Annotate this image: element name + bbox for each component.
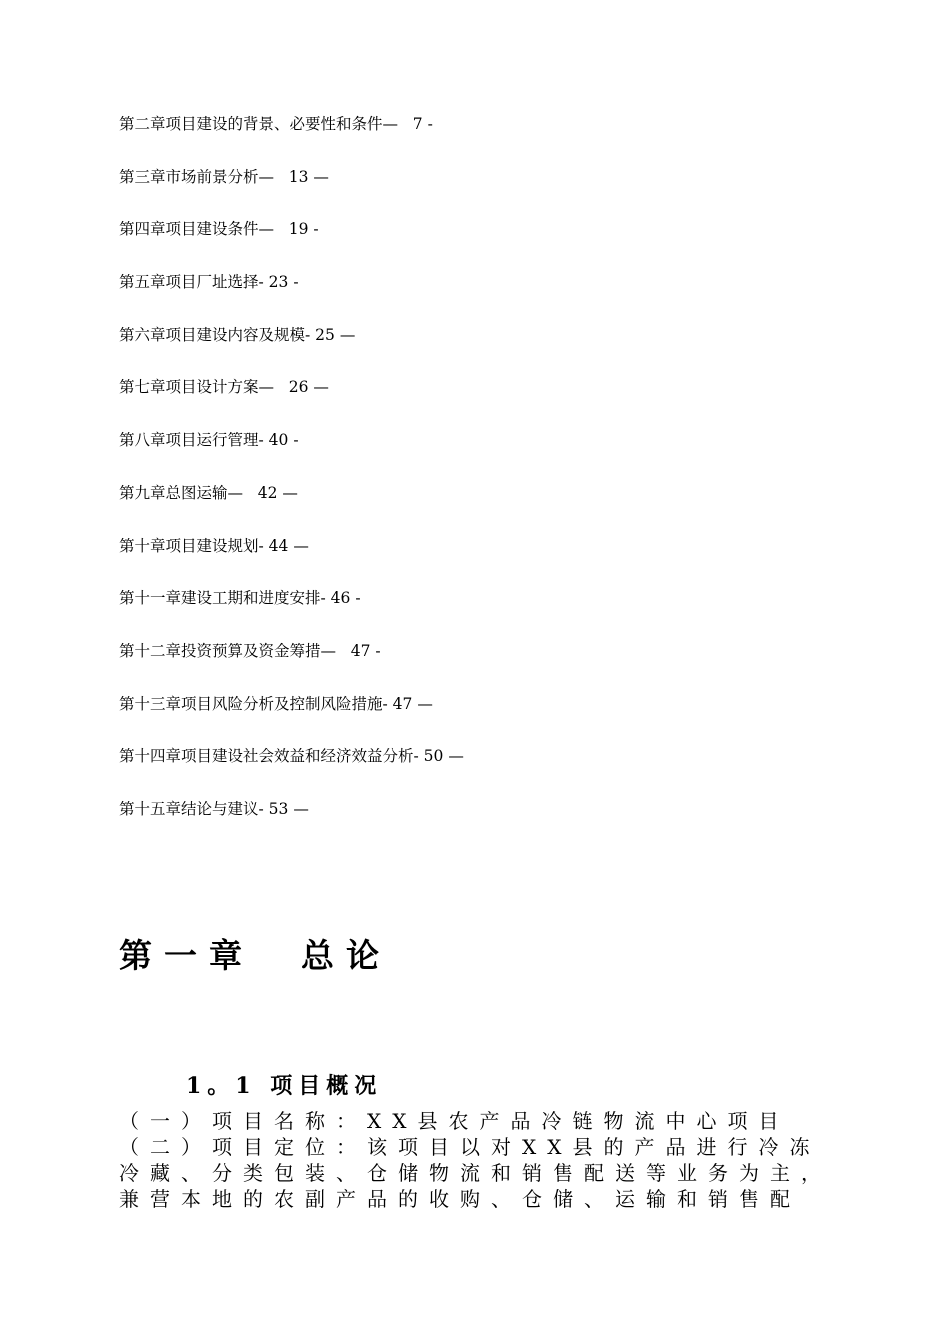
toc-entry-chapter-12[interactable]: 第十二章投资预算及资金筹措— 47 - [119,641,381,660]
toc-entry-chapter-7[interactable]: 第七章项目设计方案— 26 — [119,378,329,397]
toc-entry-chapter-2[interactable]: 第二章项目建设的背景、必要性和条件— 7 - [119,115,433,133]
body-line-project-name: （一）项目名称：XX县农产品冷链物流中心项目 [119,1109,790,1133]
toc-entry-chapter-13[interactable]: 第十三章项目风险分析及控制风险措施- 47 — [119,694,433,713]
table-of-contents [119,110,879,848]
toc-entry-chapter-15[interactable]: 第十五章结论与建议- 53 — [119,799,309,818]
toc-entry-chapter-8[interactable]: 第八章项目运行管理- 40 - [119,431,299,450]
toc-entry-chapter-14[interactable]: 第十四章项目建设社会效益和经济效益分析- 50 — [119,747,464,766]
body-line-project-positioning: （二）项目定位：该项目以对XX县的产品进行冷冻 [119,1135,821,1159]
toc-entry-chapter-11[interactable]: 第十一章建设工期和进度安排- 46 - [119,589,361,608]
toc-entry-chapter-9[interactable]: 第九章总图运输— 42 — [119,483,298,502]
body-line-continued-2: 兼营本地的农副产品的收购、仓储、运输和销售配 [119,1187,801,1211]
toc-entry-chapter-5[interactable]: 第五章项目厂址选择- 23 - [119,273,299,292]
toc-entry-chapter-10[interactable]: 第十章项目建设规划- 44 — [119,536,309,555]
section-title: 1。1 项目概况 [186,1073,383,1099]
toc-entry-chapter-6[interactable]: 第六章项目建设内容及规模- 25 — [119,325,356,344]
body-line-continued-1: 冷藏、分类包装、仓储物流和销售配送等业务为主， [119,1161,832,1185]
toc-entry-chapter-4[interactable]: 第四章项目建设条件— 19 - [119,220,319,239]
chapter-title: 第一章 总论 [119,936,391,975]
toc-entry-chapter-3[interactable]: 第三章市场前景分析— 13 — [119,167,329,186]
